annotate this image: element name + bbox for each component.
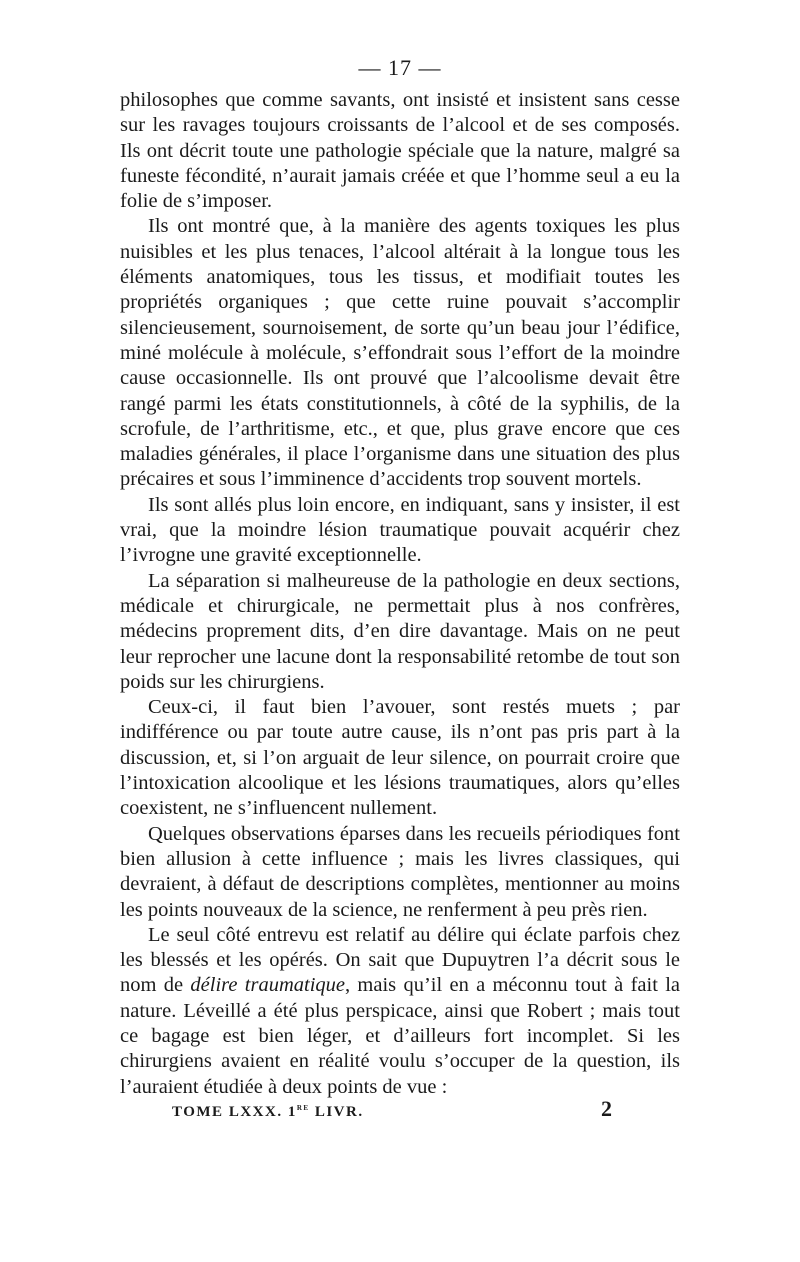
page-footer xyxy=(172,1096,612,1122)
emphasized-term: délire traumatique xyxy=(190,974,345,997)
paragraph-5: Ceux-ci, il faut bien l’avouer, sont restés muets ; par indifférence ou par toute autre cause, ils n’ont pas pris part à la discussion, et, si l’on arguait de leur silence, on pourrait croire que l’intoxication alcoolique et les lésions traumatiques, alors qu’elles coexistent, ne s’influencent nullement. xyxy=(120,696,680,820)
signature-mark xyxy=(172,1102,364,1121)
signature-superscript: re xyxy=(296,1102,310,1113)
paragraph-1: philosophes que comme savants, ont insisté et insistent sans cesse sur les ravages toujours croissants de l’alcool et de ses composés. Ils ont décrit toute une pathologie spéciale que la nature, malgré sa funeste fécondité, n’aurait jamais créée et que l’homme seul a eu la folie de s’imposer. xyxy=(120,89,680,213)
paragraph-7-start: Le seul côté entrevu est relatif au délire qui éclate parfois chez les blessés et les opérés. On sait que Dupuytren l’a décrit sous le nom de xyxy=(120,923,680,997)
paragraph-6: Quelques observations éparses dans les recueils périodiques font bien allusion à cette influence ; mais les livres classiques, qui devraient, à défaut de descriptions complètes, mentionner au moins les points nouveaux de la science, ne renferment à peu près rien. xyxy=(120,822,680,921)
paragraph-2: Ils ont montré que, à la manière des agents toxiques les plus nuisibles et les plus tenaces, l’alcool altérait à la longue tous les éléments anatomiques, tous les tissus, et modifiait toutes les propriétés organiques ; que cette ruine pouvait s’accomplir silencieusement, sournoisement, de sorte qu’un beau jour l’édifice, miné molécule à molécule, s’effondrait sous l’effort de la moindre cause occasionnelle. Ils ont prouvé que l’alcoolisme devait être rangé parmi les états constitutionnels, à côté de la syphilis, de la scrofule, de l’arthritisme, etc., et que, plus grave encore que ces maladies générales, il place l’organisme dans une situation des plus précaires et sous l’imminence d’accidents trop souvent mortels. xyxy=(120,215,680,491)
sheet-number: 2 xyxy=(601,1096,612,1121)
paragraph-4: La séparation si malheureuse de la pathologie en deux sections, médicale et chirurgicale, ne permettait plus à nos confrères, médecins proprement dits, d’en dire davantage. Mais on ne peut leur reprocher une lacune dont la responsabilité retombe de tout son poids sur les chirurgiens. xyxy=(120,569,680,693)
paragraph-3: Ils sont allés plus loin encore, en indiquant, sans y insister, il est vrai, que la moindre lésion traumatique pouvait acquérir chez l’ivrogne une gravité exceptionnelle. xyxy=(120,493,680,567)
page-number: — 17 — xyxy=(358,55,442,80)
paragraph-7 xyxy=(120,923,680,1100)
body-text xyxy=(120,88,680,1100)
signature-main: TOME LXXX. 1 xyxy=(172,1104,297,1120)
signature-end: LIVR. xyxy=(309,1104,364,1120)
paragraph-7-end: , mais qu’il en a méconnu tout à fait la nature. Léveillé a été plus perspicace, ainsi que Robert ; mais tout ce bagage est bien léger, et d’ailleurs fort incomplet. Si les chirurgiens avaient en réalité voulu s’occuper de la question, ils l’auraient étudiée à deux points de vue : xyxy=(120,974,680,1098)
